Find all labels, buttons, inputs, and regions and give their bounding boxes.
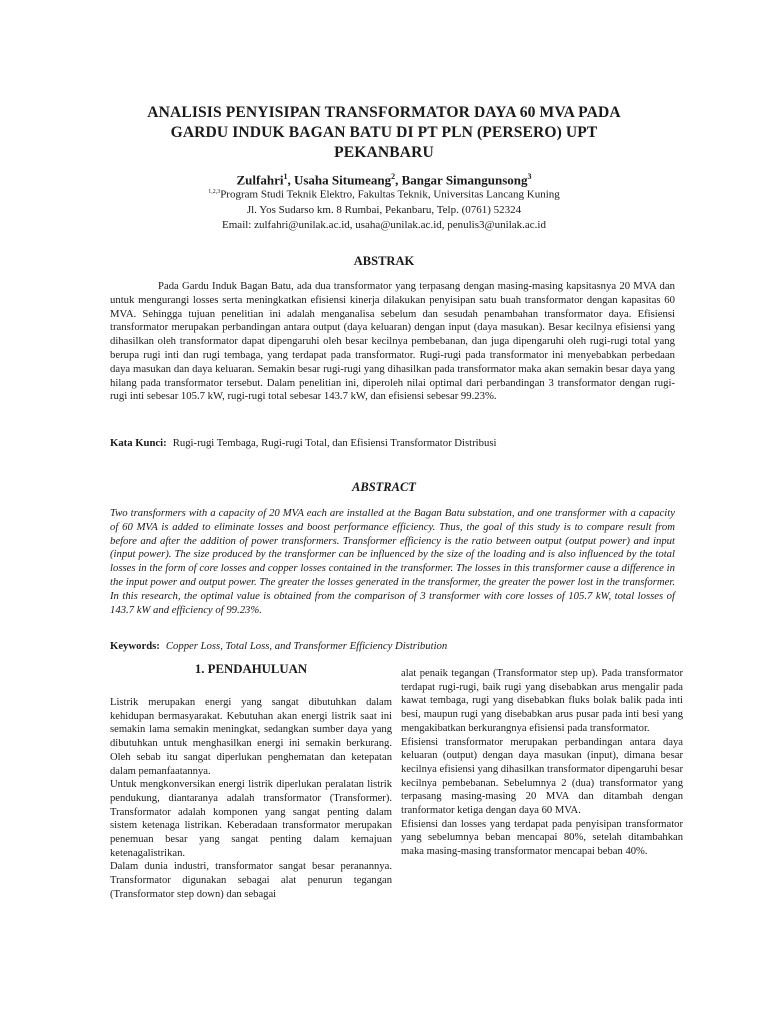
paper-title — [100, 103, 668, 163]
paragraph-4: alat penaik tegangan (Transformator step up). Pada transformator terdapat rugi-rugi, baik rugi yang disebabkan arus mengalir pada kawat tembaga, rugi yang disebabkan fluks bolak balik pada inti besi, maupun rugi yang disebabkan arus pusar pada inti besi yang mengakibatkan berkurangnya efisiensi pada transformator. — [401, 668, 683, 734]
keywords — [110, 640, 675, 654]
abstrak-body: Pada Gardu Induk Bagan Batu, ada dua transformator yang terpasang dengan masing-masing kapsitasnya 20 MVA dan untuk mengurangi losses serta meningkatkan efisiensi kinerja dilakukan penyisipan satu buah transformator dengan kapasitas 60 MVA. Sehingga tujuan penelitian ini adalah menganalisa sebelum dan sesudah penambahan transformator daya. Efisiensi transformator merupakan perbandingan antara output (daya keluaran) dengan input (daya masukan). Besar kecilnya efisiensi yang dihasilkan oleh transformator dapat dipengaruhi oleh besar kecilnya pembebanan, dan juga dipengaruhi oleh rugi-rugi total yang berupa rugi inti dan rugi tembaga, yang terdapat pada transformator. Rugi-rugi pada transformator ini menyebabkan perbedaan daya masukan dan daya keluaran. Semakin besar rugi-rugi yang dihasilkan pada transformator maka akan semakin besar daya yang hilang pada transformator tersebut. Dalam penelitian ini, diperoleh nilai optimal dari perbandingan 3 transformator dengan rugi-rugi inti sebesar 105.7 kW, rugi-rugi total sebesar 143.7 kW, dan efisiensi sebesar 99.23%. — [110, 280, 675, 403]
right-column — [401, 667, 683, 859]
left-column — [110, 696, 392, 902]
author-3-sup: 3 — [527, 172, 532, 181]
author-2-sup: 2 — [391, 172, 396, 181]
paragraph-1: Listrik merupakan energi yang sangat dibutuhkan dalam kehidupan bermasyarakat. Kebutuhan akan energi listrik saat ini semakin lama semakin meningkat, sedangkan sumber daya yang dibutuhkan untuk menghasilkan energi ini semakin berkurang. Oleh sebab itu sangat diperlukan penghematan dan ketepatan dalam pemanfaatannya. — [110, 697, 392, 777]
abstrak-heading: ABSTRAK — [353, 254, 415, 268]
affiliation-address: Jl. Yos Sudarso km. 8 Rumbai, Pekanbaru, Telp. (0761) 52324 — [246, 203, 522, 216]
affiliation-email: Email: zulfahri@unilak.ac.id, usaha@unilak.ac.id, penulis3@unilak.ac.id — [222, 218, 546, 231]
section-heading-pendahuluan: 1. PENDAHULUAN — [194, 662, 308, 676]
affiliation — [100, 185, 668, 233]
keywords-label: Keywords: — [110, 640, 160, 652]
paragraph-3: Dalam dunia industri, transformator sangat besar peranannya. Transformator digunakan sebagai alat penurun tegangan (Transformator step down) dan sebagai — [110, 861, 392, 900]
abstract-heading: ABSTRACT — [352, 480, 416, 494]
title-line-2: GARDU INDUK BAGAN BATU DI PT PLN (PERSERO) UPT — [170, 124, 598, 141]
keywords-value: Copper Loss, Total Loss, and Transformer Efficiency Distribution — [165, 640, 448, 652]
abstract-body: Two transformers with a capacity of 20 MVA each are installed at the Bagan Batu substation, and one transformer with a capacity of 60 MVA is added to eliminate losses and boost performance efficiency. Thus, the goal of this study is to compare result from before and after the addition of power transformers. Transformer efficiency is the ratio between output (output power) and input (input power). The size produced by the transformer can be influenced by the size of the loading and is also influenced by the total losses in the form of core losses and copper losses contained in the transformer. The losses in this transformer cause a difference in the input power and output power. The greater the losses generated in the transformer, the greater the power lost in the transformer. In this research, the optimal value is obtained from the comparison of 3 transformer with core losses of 105.7 kW, total losses of 143.7 kW and efficiency of 99.23%. — [110, 507, 676, 616]
paragraph-2: Untuk mengkonversikan energi listrik diperlukan peralatan listrik pendukung, diantaranya adalah transformator (Transformer). Transformator adalah komponen yang sangat penting dalam sistem ketenaga listrikan. Keberadaan transformator merupakan penemuan besar yang sangat penting dalam kemajuan ketenagalistrikan. — [110, 779, 392, 859]
kata-kunci-value: Rugi-rugi Tembaga, Rugi-rugi Total, dan Efisiensi Transformator Distribusi — [172, 437, 497, 449]
kata-kunci — [110, 437, 675, 451]
author-1-sup: 1 — [283, 172, 288, 181]
kata-kunci-label: Kata Kunci: — [110, 437, 167, 449]
paragraph-5: Efisiensi transformator merupakan perbandingan antara daya keluaran (output) dengan daya masukan (input), dimana besar kecilnya efisiensi yang dihasilkan transformator dipengaruhi besar kecilnya pembebanan. Sebelumnya 2 (dua) transformator yang terpasang masing-masing 20 MVA dan ditambah dengan tranformator ketiga dengan daya 60 MVA. — [401, 736, 683, 817]
title-line-1: ANALISIS PENYISIPAN TRANSFORMATOR DAYA 60 MVA PADA — [147, 104, 621, 121]
paragraph-6: Efisiensi dan losses yang terdapat pada penyisipan transformator yang sebelumnya beban mencapai 80%, setelah ditambahkan maka masing-masing transformator mencapai beban 40%. — [401, 818, 683, 858]
title-line-3: PEKANBARU — [334, 144, 434, 161]
author-2: , Usaha Situmeang — [287, 172, 392, 188]
affiliation-line-1 — [100, 185, 668, 203]
affiliation-text: Program Studi Teknik Elektro, Fakultas Teknik, Universitas Lancang Kuning — [220, 188, 560, 201]
author-1: Zulfahri — [236, 172, 284, 188]
author-3: , Bangar Simangunsong — [395, 172, 528, 188]
affiliation-sup: 1,2,3 — [208, 189, 221, 195]
